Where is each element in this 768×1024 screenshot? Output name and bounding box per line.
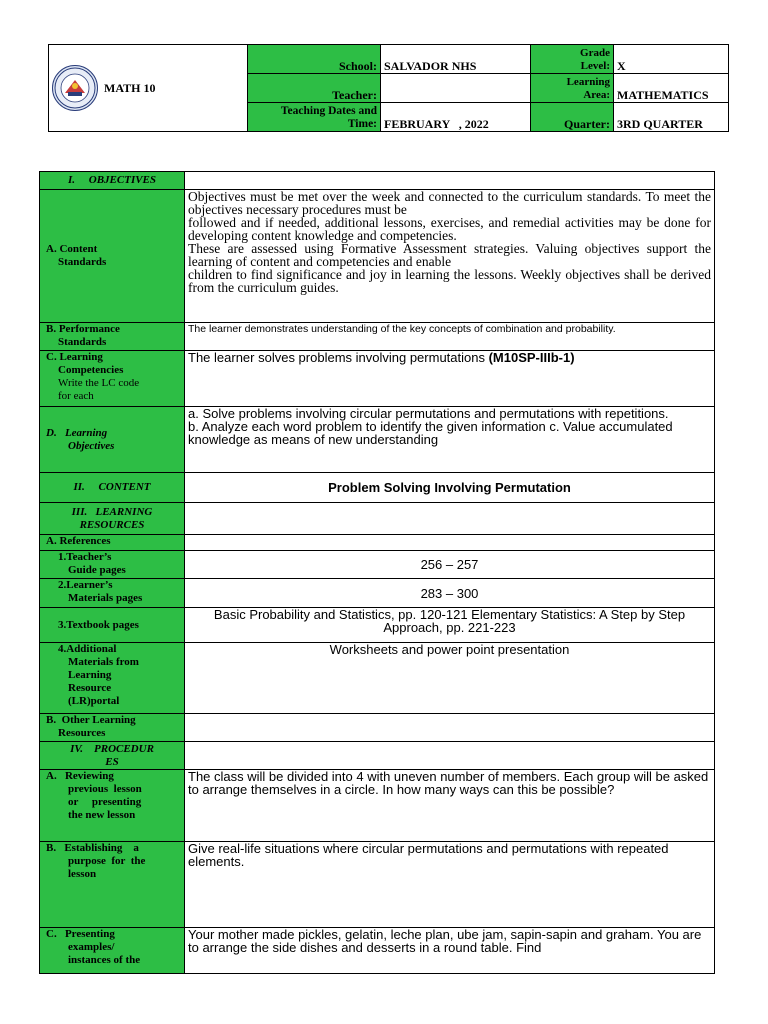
area-value: MATHEMATICS bbox=[614, 74, 729, 103]
content-standards-label: A. Content Standards bbox=[40, 190, 185, 323]
other-resources-empty bbox=[185, 714, 715, 742]
reviewing-text: The class will be divided into 4 with uneven number of members. Each group will be asked to arrange themselves in a circle. In how many ways can this be possible? bbox=[185, 770, 715, 842]
deped-seal-icon bbox=[52, 65, 98, 111]
objectives-heading: I. OBJECTIVES bbox=[40, 172, 185, 190]
establishing-text: Give real-life situations where circular permutations and permutations with repeated elements. bbox=[185, 842, 715, 928]
procedures-heading: IV. PROCEDUR ES bbox=[40, 742, 185, 770]
school-label: School: bbox=[248, 45, 381, 74]
content-standards-text: Objectives must be met over the week and connected to the curriculum standards. To meet the objectives necessary procedures must be followed and if needed, additional lessons, exercises, and remedial activities may be done for developing content knowledge and competencies. These are assessed using Formative Assessment strategies. Valuing objectives support the learning of content and competencies and enable children to find significance and joy in learning the lessons. Weekly objectives shall be derived from the curriculum guides. bbox=[185, 190, 715, 323]
logo-cell bbox=[49, 45, 248, 132]
content-heading: II. CONTENT bbox=[40, 473, 185, 503]
teachers-guide-text: 256 – 257 bbox=[185, 551, 715, 579]
learners-materials-text: 283 – 300 bbox=[185, 579, 715, 608]
dates-label: Teaching Dates and Time: bbox=[248, 103, 381, 132]
textbook-label: 3.Textbook pages bbox=[40, 608, 185, 643]
objectives-empty bbox=[185, 172, 715, 190]
quarter-label: Quarter: bbox=[531, 103, 614, 132]
subject-label: MATH 10 bbox=[104, 81, 156, 95]
content-text: Problem Solving Involving Permutation bbox=[185, 473, 715, 503]
reviewing-label: A. Reviewing previous lesson or presenting the new lesson bbox=[40, 770, 185, 842]
lesson-plan-table bbox=[39, 171, 715, 974]
competency-code: (M10SP-IIIb-1) bbox=[488, 350, 575, 365]
school-value: SALVADOR NHS bbox=[381, 45, 531, 74]
procedures-empty bbox=[185, 742, 715, 770]
teachers-guide-label: 1.Teacher’s Guide pages bbox=[40, 551, 185, 579]
grade-label: Grade Level: bbox=[531, 45, 614, 74]
grade-value: X bbox=[614, 45, 729, 74]
competencies-label: C. Learning Competencies Write the LC code for each bbox=[40, 351, 185, 407]
performance-standards-text: The learner demonstrates understanding of the key concepts of combination and probability. bbox=[185, 323, 715, 351]
additional-materials-label: 4.Additional Materials from Learning Resource (LR)portal bbox=[40, 643, 185, 714]
quarter-value: 3RD QUARTER bbox=[614, 103, 729, 132]
teacher-value bbox=[381, 74, 531, 103]
resources-heading: III. LEARNING RESOURCES bbox=[40, 503, 185, 535]
dates-value: FEBRUARY , 2022 bbox=[381, 103, 531, 132]
textbook-text: Basic Probability and Statistics, pp. 120-121 Elementary Statistics: A Step by Step Approach, pp. 221-223 bbox=[185, 608, 715, 643]
learning-objectives-text: a. Solve problems involving circular permutations and permutations with repetitions. b. Analyze each word problem to identify the given information c. Value accumulated knowledge as means of new understanding bbox=[185, 407, 715, 473]
establishing-label: B. Establishing a purpose for the lesson bbox=[40, 842, 185, 928]
other-resources-label: B. Other Learning Resources bbox=[40, 714, 185, 742]
resources-empty bbox=[185, 503, 715, 535]
competencies-text: The learner solves problems involving permutations (M10SP-IIIb-1) bbox=[185, 351, 715, 407]
area-label: Learning Area: bbox=[531, 74, 614, 103]
learning-objectives-label: D. Learning Objectives bbox=[40, 407, 185, 473]
presenting-text: Your mother made pickles, gelatin, leche plan, ube jam, sapin-sapin and graham. You are to arrange the side dishes and desserts in a round table. Find bbox=[185, 928, 715, 974]
header-table bbox=[48, 44, 729, 132]
references-empty bbox=[185, 535, 715, 551]
additional-materials-text: Worksheets and power point presentation bbox=[185, 643, 715, 714]
learners-materials-label: 2.Learner’s Materials pages bbox=[40, 579, 185, 608]
performance-standards-label: B. Performance Standards bbox=[40, 323, 185, 351]
teacher-label: Teacher: bbox=[248, 74, 381, 103]
references-label: A. References bbox=[40, 535, 185, 551]
presenting-label: C. Presenting examples/ instances of the bbox=[40, 928, 185, 974]
